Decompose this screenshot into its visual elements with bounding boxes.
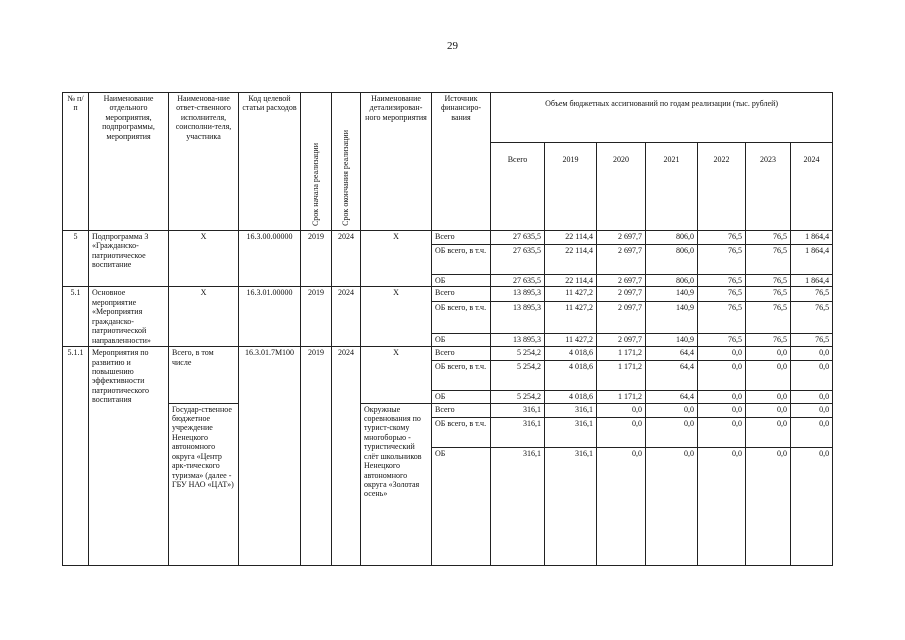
value-cell: 76,5 — [746, 302, 791, 334]
value-cell: 0,0 — [597, 403, 646, 417]
row511-no: 5.1.1 — [63, 347, 89, 565]
value-cell: 76,5 — [698, 287, 746, 302]
value-cell: 64,4 — [646, 347, 698, 361]
header-executor: Наименова-ние ответ-ственного исполнителя, соисполни-теля, участника — [169, 93, 239, 231]
row51-detail: Х — [361, 287, 432, 347]
value-cell: 0,0 — [698, 447, 746, 565]
value-cell: 4 018,6 — [545, 361, 597, 391]
value-cell: 2 697,7 — [597, 275, 646, 287]
value-cell: 76,5 — [698, 231, 746, 245]
value-cell: 0,0 — [597, 447, 646, 565]
row51-executor: Х — [169, 287, 239, 347]
value-cell: 27 635,5 — [491, 231, 545, 245]
value-cell: 76,5 — [746, 245, 791, 275]
value-cell: 316,1 — [491, 417, 545, 447]
value-cell: 11 427,2 — [545, 333, 597, 346]
row51-name: Основное мероприятие «Мероприятия гражданско-патриотической направленности» — [89, 287, 169, 347]
value-cell: 13 895,3 — [491, 302, 545, 334]
row511-executor-a: Всего, в том числе — [169, 347, 239, 403]
value-cell: 76,5 — [746, 333, 791, 346]
value-cell: 5 254,2 — [491, 347, 545, 361]
header-col-2021: 2021 — [646, 143, 698, 231]
value-cell: 2 097,7 — [597, 333, 646, 346]
value-cell: 76,5 — [698, 245, 746, 275]
value-cell: 5 254,2 — [491, 391, 545, 403]
value-cell: 0,0 — [646, 403, 698, 417]
value-cell: 0,0 — [791, 347, 833, 361]
table-row — [63, 231, 833, 245]
header-col-total: Всего — [491, 143, 545, 231]
value-cell: 0,0 — [746, 417, 791, 447]
value-cell: 5 254,2 — [491, 361, 545, 391]
value-cell: 0,0 — [746, 361, 791, 391]
header-start: Срок начала реализации — [311, 142, 321, 226]
budget-table — [62, 92, 833, 566]
value-cell: 0,0 — [746, 403, 791, 417]
value-cell: 27 635,5 — [491, 275, 545, 287]
value-cell: 64,4 — [646, 361, 698, 391]
value-cell: 1 171,2 — [597, 361, 646, 391]
row51-end: 2024 — [332, 287, 361, 347]
row51-code: 16.3.01.00000 — [239, 287, 301, 347]
row511-end: 2024 — [332, 347, 361, 565]
row5-executor: Х — [169, 231, 239, 287]
value-cell: 316,1 — [545, 417, 597, 447]
value-cell: 76,5 — [698, 275, 746, 287]
value-cell: 316,1 — [491, 447, 545, 565]
header-end-cell — [332, 93, 361, 231]
value-cell: 0,0 — [746, 391, 791, 403]
row511b-src-ob-total: ОБ всего, в т.ч. — [432, 417, 491, 447]
value-cell: 0,0 — [646, 447, 698, 565]
value-cell: 76,5 — [791, 287, 833, 302]
row511a-src-ob: ОБ — [432, 391, 491, 403]
value-cell: 22 114,4 — [545, 275, 597, 287]
row511b-src-ob: ОБ — [432, 447, 491, 565]
row5-detail: Х — [361, 231, 432, 287]
row511-executor-b: Государ-ственное бюджетное учреждение Ненецкого автономного округа «Центр арк-тического туризма» (далее - ГБУ НАО «ЦАТ») — [169, 403, 239, 565]
table-row — [63, 347, 833, 361]
page-number: 29 — [447, 40, 458, 52]
value-cell: 2 697,7 — [597, 231, 646, 245]
header-col-2022: 2022 — [698, 143, 746, 231]
value-cell: 11 427,2 — [545, 302, 597, 334]
value-cell: 0,0 — [698, 347, 746, 361]
row5-name: Подпрограмма 3 «Гражданско-патриотическое воспитание — [89, 231, 169, 287]
value-cell: 76,5 — [791, 302, 833, 334]
row5-start: 2019 — [301, 231, 332, 287]
value-cell: 806,0 — [646, 245, 698, 275]
row511a-src-ob-total: ОБ всего, в т.ч. — [432, 361, 491, 391]
header-name: Наименование отдельного мероприятия, подпрограммы, мероприятия — [89, 93, 169, 231]
value-cell: 76,5 — [746, 287, 791, 302]
row51-start: 2019 — [301, 287, 332, 347]
value-cell: 11 427,2 — [545, 287, 597, 302]
value-cell: 316,1 — [491, 403, 545, 417]
row511a-src-total: Всего — [432, 347, 491, 361]
header-end: Срок окончания реализации — [341, 130, 351, 226]
value-cell: 0,0 — [698, 361, 746, 391]
value-cell: 140,9 — [646, 302, 698, 334]
value-cell: 76,5 — [791, 333, 833, 346]
row511-start: 2019 — [301, 347, 332, 565]
row51-src-ob-total: ОБ всего, в т.ч. — [432, 302, 491, 334]
header-budget-title: Объем бюджетных ассигнований по годам реализации (тыс. рублей) — [491, 93, 833, 143]
value-cell: 76,5 — [698, 333, 746, 346]
value-cell: 13 895,3 — [491, 333, 545, 346]
value-cell: 0,0 — [791, 403, 833, 417]
value-cell: 0,0 — [646, 417, 698, 447]
value-cell: 316,1 — [545, 447, 597, 565]
value-cell: 1 864,4 — [791, 275, 833, 287]
value-cell: 0,0 — [746, 347, 791, 361]
row5-src-total: Всего — [432, 231, 491, 245]
table-row — [63, 287, 833, 302]
value-cell: 316,1 — [545, 403, 597, 417]
header-no: № п/п — [63, 93, 89, 231]
value-cell: 806,0 — [646, 275, 698, 287]
row511b-src-total: Всего — [432, 403, 491, 417]
value-cell: 2 097,7 — [597, 287, 646, 302]
value-cell: 64,4 — [646, 391, 698, 403]
row5-src-ob-total: ОБ всего, в т.ч. — [432, 245, 491, 275]
value-cell: 0,0 — [791, 361, 833, 391]
row511-code: 16.3.01.7М100 — [239, 347, 301, 565]
value-cell: 76,5 — [746, 275, 791, 287]
value-cell: 13 895,3 — [491, 287, 545, 302]
row51-no: 5.1 — [63, 287, 89, 347]
value-cell: 76,5 — [746, 231, 791, 245]
header-source: Источник финансиро-вания — [432, 93, 491, 231]
value-cell: 0,0 — [597, 417, 646, 447]
header-col-2023: 2023 — [746, 143, 791, 231]
value-cell: 22 114,4 — [545, 231, 597, 245]
row5-no: 5 — [63, 231, 89, 287]
row5-code: 16.3.00.00000 — [239, 231, 301, 287]
value-cell: 1 171,2 — [597, 347, 646, 361]
row51-src-total: Всего — [432, 287, 491, 302]
row511-detail-b: Окружные соревнования по турист-скому многоборью - туристический слёт школьников Ненецкого автономного округа «Золотая осень» — [361, 403, 432, 565]
value-cell: 140,9 — [646, 333, 698, 346]
header-col-2019: 2019 — [545, 143, 597, 231]
header-col-2024: 2024 — [791, 143, 833, 231]
value-cell: 0,0 — [698, 417, 746, 447]
row5-src-ob: ОБ — [432, 275, 491, 287]
value-cell: 0,0 — [698, 403, 746, 417]
row5-end: 2024 — [332, 231, 361, 287]
value-cell: 27 635,5 — [491, 245, 545, 275]
value-cell: 1 171,2 — [597, 391, 646, 403]
value-cell: 4 018,6 — [545, 391, 597, 403]
header-col-2020: 2020 — [597, 143, 646, 231]
value-cell: 806,0 — [646, 231, 698, 245]
value-cell: 0,0 — [746, 447, 791, 565]
header-code: Код целевой статьи расходов — [239, 93, 301, 231]
value-cell: 0,0 — [791, 447, 833, 565]
header-row — [63, 93, 833, 143]
value-cell: 140,9 — [646, 287, 698, 302]
value-cell: 1 864,4 — [791, 231, 833, 245]
value-cell: 2 097,7 — [597, 302, 646, 334]
value-cell: 1 864,4 — [791, 245, 833, 275]
row51-src-ob: ОБ — [432, 333, 491, 346]
value-cell: 0,0 — [791, 417, 833, 447]
value-cell: 76,5 — [698, 302, 746, 334]
value-cell: 0,0 — [791, 391, 833, 403]
table-row — [63, 403, 833, 417]
value-cell: 2 697,7 — [597, 245, 646, 275]
row511-name: Мероприятия по развитию и повышению эффективности патриотического воспитания — [89, 347, 169, 565]
value-cell: 4 018,6 — [545, 347, 597, 361]
value-cell: 22 114,4 — [545, 245, 597, 275]
value-cell: 0,0 — [698, 391, 746, 403]
header-detail: Наименование детализирован-ного мероприятия — [361, 93, 432, 231]
header-start-cell — [301, 93, 332, 231]
row511-detail-a: Х — [361, 347, 432, 403]
